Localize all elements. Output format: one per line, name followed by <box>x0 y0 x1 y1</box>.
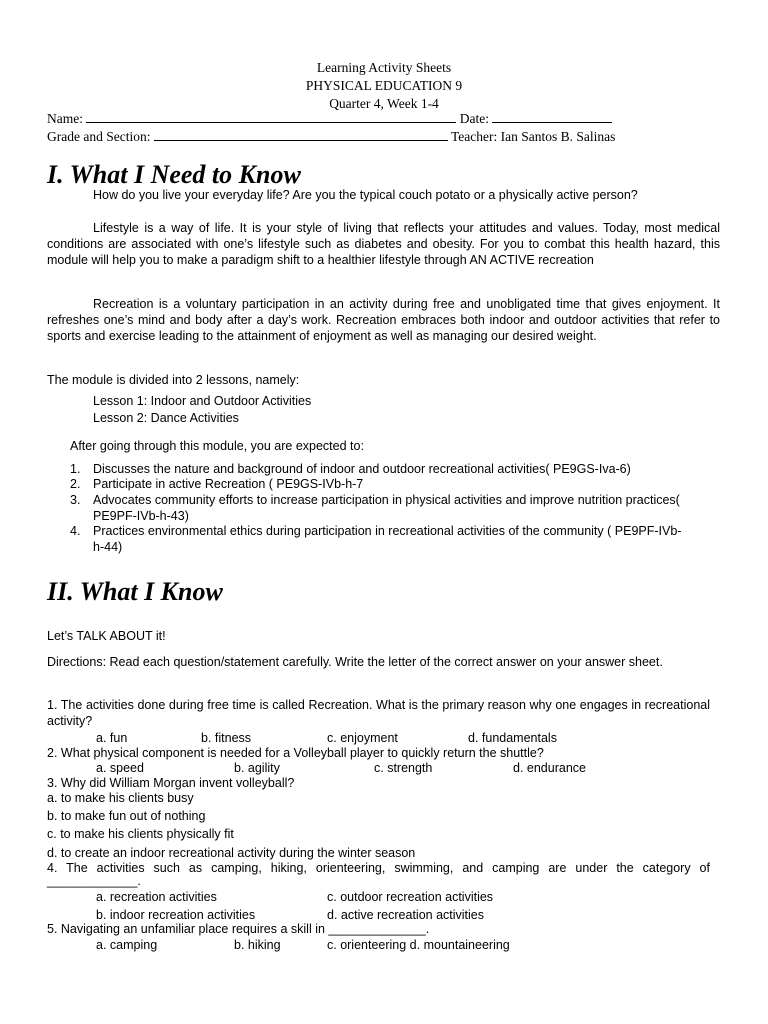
q2-choice-a: a. speed <box>96 761 144 775</box>
grade-section-label: Grade and Section: <box>47 129 151 144</box>
q1-choice-d: d. fundamentals <box>468 731 557 745</box>
date-blank <box>492 111 612 123</box>
objective-3 <box>70 493 720 525</box>
name-date-row <box>47 111 612 127</box>
question-2: 2. What physical component is needed for a Volleyball player to quickly return the shuttle? <box>47 746 544 760</box>
q4-choice-d: d. active recreation activities <box>327 908 485 922</box>
q4-choice-c: c. outdoor recreation activities <box>327 890 494 904</box>
subject-title: PHYSICAL EDUCATION 9 <box>305 78 463 93</box>
q4-choice-a: a. recreation activities <box>96 890 217 904</box>
objective-4 <box>70 524 720 556</box>
q1-choice-a: a. fun <box>96 731 128 745</box>
intro-question: How do you live your everyday life? Are you the typical couch potato or a physically active person? <box>93 188 638 202</box>
q1-choice-c: c. enjoyment <box>327 731 398 745</box>
section-1-heading: I. What I Need to Know <box>47 160 301 189</box>
recreation-paragraph: Recreation is a voluntary participation in an activity during free and unobligated time that gives enjoyment. It refreshes one’s mind and body after a day’s work. Recreation embraces both indoor and outdoor activities that refer to sports and exercise leading to the attainment of enjoyment as well as managing our desired weight. <box>47 297 720 343</box>
question-1: 1. The activities done during free time is called Recreation. What is the primary reason why one engages in recreational activity? <box>47 698 710 728</box>
module-intro: The module is divided into 2 lessons, namely: <box>47 373 300 387</box>
q5-choice-b: b. hiking <box>234 938 281 952</box>
objective-text: Participate in active Recreation ( PE9GS-IVb-h-7 <box>93 477 364 491</box>
q4-choice-b: b. indoor recreation activities <box>96 908 256 922</box>
objective-text: Discusses the nature and background of indoor and outdoor recreational activities( PE9GS-Iva-6) <box>93 462 631 476</box>
q2-choice-d: d. endurance <box>513 761 586 775</box>
grade-section-blank <box>154 129 448 141</box>
objective-text: Advocates community efforts to increase participation in physical activities and improve nutrition practices( PE9PF-IVb-h-43) <box>93 493 680 523</box>
q2-choice-b: b. agility <box>234 761 280 775</box>
teacher-label: Teacher: Ian Santos B. Salinas <box>450 129 616 144</box>
question-4: 4. The activities such as camping, hiking, orienteering, swimming, and camping are under the category of <box>47 861 710 875</box>
q3-choice-c: c. to make his clients physically fit <box>47 827 234 841</box>
q3-choice-d: d. to create an indoor recreational activity during the winter season <box>47 846 416 860</box>
quarter-week: Quarter 4, Week 1-4 <box>329 96 439 111</box>
objective-number: 2. <box>70 477 81 491</box>
question-3: 3. Why did William Morgan invent volleyball? <box>47 776 295 790</box>
objective-number: 3. <box>70 493 81 507</box>
grade-teacher-row <box>47 129 615 145</box>
sheet-title: Learning Activity Sheets <box>316 60 452 75</box>
objective-1 <box>70 462 720 478</box>
objective-number: 4. <box>70 524 81 538</box>
q1-choice-b: b. fitness <box>201 731 252 745</box>
name-blank <box>86 111 456 123</box>
q2-choice-c: c. strength <box>374 761 433 775</box>
objective-text: Practices environmental ethics during participation in recreational activities of the community ( PE9PF-IVb-h-44) <box>93 524 682 554</box>
date-label: Date: <box>459 111 489 126</box>
question-5: 5. Navigating an unfamiliar place requires a skill in ______________. <box>47 922 430 936</box>
q4-blank: _____________. <box>47 874 141 888</box>
name-label: Name: <box>47 111 83 126</box>
q5-choice-c-d: c. orienteering d. mountaineering <box>327 938 510 952</box>
lets-talk-heading: Let’s TALK ABOUT it! <box>47 629 166 643</box>
expected-intro: After going through this module, you are expected to: <box>70 439 364 453</box>
section-2-heading: II. What I Know <box>47 577 223 606</box>
q5-choice-a: a. camping <box>96 938 158 952</box>
lesson-1: Lesson 1: Indoor and Outdoor Activities <box>93 394 312 408</box>
objective-2 <box>70 477 720 493</box>
directions: Directions: Read each question/statement carefully. Write the letter of the correct answer on your answer sheet. <box>47 655 663 669</box>
objective-number: 1. <box>70 462 81 476</box>
lesson-2: Lesson 2: Dance Activities <box>93 411 239 425</box>
q3-choice-a: a. to make his clients busy <box>47 791 194 805</box>
lifestyle-paragraph: Lifestyle is a way of life. It is your style of living that reflects your attitudes and values. Today, most medical conditions are associated with one’s lifestyle such as diabetes and obesity. For you to combat this health hazard, this module will help you to make a paradigm shift to a healthier lifestyle through AN ACTIVE recreation <box>47 221 720 267</box>
q3-choice-b: b. to make fun out of nothing <box>47 809 206 823</box>
